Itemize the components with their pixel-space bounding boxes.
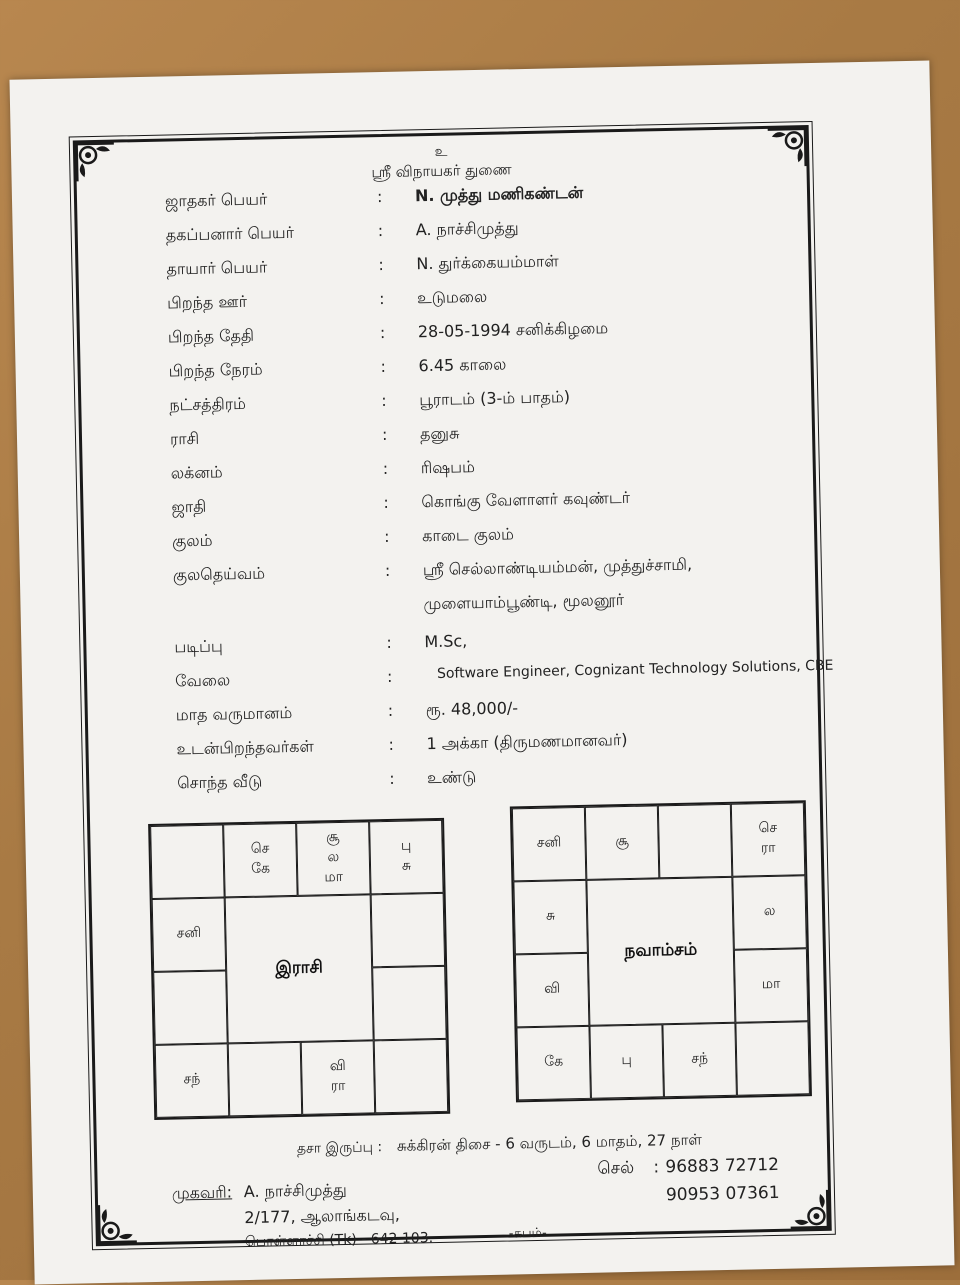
detail-value: 1 அக்கா (திருமணமானவர்) <box>426 729 628 754</box>
detail-value: காடை குலம் <box>421 524 515 546</box>
detail-colon: : <box>382 458 389 479</box>
page-border <box>73 125 834 1251</box>
detail-row <box>172 552 813 614</box>
detail-label: உடன்பிறந்தவர்கள் <box>176 736 314 759</box>
detail-colon: : <box>384 560 391 581</box>
detail-colon: : <box>383 526 390 547</box>
chart-house-cell <box>732 875 807 950</box>
detail-colon: : <box>376 186 383 207</box>
detail-value: N. துர்க்கையம்மாள் <box>416 251 559 274</box>
detail-colon: : <box>383 492 390 513</box>
detail-label: பிறந்த தேதி <box>167 325 255 347</box>
closing-word: -சுபம்- <box>508 1225 547 1242</box>
planet-label: வி <box>544 980 561 997</box>
planet-label: சனி <box>536 834 562 851</box>
planet-label: சூ <box>326 829 340 846</box>
detail-value: உண்டு <box>426 767 477 788</box>
detail-label: ஜாதகர் பெயர் <box>164 189 268 211</box>
top-symbol: உ <box>434 143 448 160</box>
phone-number-2: 90953 07361 <box>665 1182 780 1206</box>
detail-row <box>169 382 809 421</box>
detail-label: வேலை <box>174 670 231 691</box>
detail-row <box>174 657 834 697</box>
phone-label: செல் <box>597 1157 635 1179</box>
chart-house-cell <box>301 1040 376 1115</box>
dasa-value: சுக்கிரன் திசை - 6 வருடம், 6 மாதம், 27 நாள் <box>396 1130 703 1155</box>
planet-label: சு <box>401 857 412 874</box>
detail-row <box>168 348 808 387</box>
chart-house-cell <box>150 824 225 899</box>
chart-house-cell <box>155 1043 230 1118</box>
detail-row <box>176 726 816 765</box>
detail-value: உடுமலை <box>416 286 488 308</box>
chart-house-cell <box>369 820 444 895</box>
detail-row <box>176 692 816 731</box>
chart-house-cell <box>585 805 660 880</box>
corner-ornament-icon <box>788 1188 833 1233</box>
chart-house-cell <box>374 1039 449 1114</box>
planet-label: ல <box>327 849 340 866</box>
planet-label: ரா <box>760 839 776 857</box>
planet-label: சந் <box>691 1050 709 1067</box>
detail-colon: : <box>378 254 385 275</box>
planet-label: செ <box>250 840 270 857</box>
chart-house-cell <box>153 970 228 1045</box>
detail-colon: : <box>379 322 386 343</box>
chart-house-cell <box>735 1021 810 1096</box>
chart-house-cell <box>734 948 809 1023</box>
detail-row <box>166 212 806 251</box>
chart-title: இராசி <box>225 894 374 1043</box>
detail-value: தனுசு <box>419 423 460 444</box>
detail-label: ஜாதி <box>171 496 207 517</box>
address-label: முகவரி: <box>171 1182 233 1203</box>
detail-value: M.Sc, <box>424 631 468 652</box>
detail-label: மாத வருமானம் <box>175 702 293 725</box>
detail-colon: : <box>388 734 395 754</box>
chart-house-cell <box>731 802 806 877</box>
chart-house-cell <box>372 966 447 1041</box>
detail-label: தகப்பனார் பெயர் <box>165 222 295 245</box>
detail-row <box>166 246 806 285</box>
detail-value: ரூ. 48,000/- <box>425 698 519 720</box>
detail-label: சொந்த வீடு <box>177 771 263 793</box>
horoscope-sheet <box>9 60 954 1284</box>
detail-value: Software Engineer, Cognizant Technology Solutions, CBE <box>436 657 834 682</box>
planet-label: சனி <box>176 924 202 942</box>
detail-row <box>168 314 808 353</box>
detail-label: லக்னம் <box>170 462 223 483</box>
dasa-label: தசா இருப்பு : <box>296 1139 383 1157</box>
planet-label: ரா <box>330 1077 346 1095</box>
detail-colon: : <box>388 768 395 788</box>
detail-row <box>174 624 814 663</box>
chart-house-cell <box>516 1026 591 1101</box>
chart-house-cell <box>513 880 588 955</box>
chart-house-cell <box>662 1023 737 1098</box>
detail-colon: : <box>386 666 393 686</box>
invocation-title: ஸ்ரீ விநாயகர் துணை <box>371 160 512 182</box>
address-line-3: பொள்ளாச்சி (Tk) - 642 103. <box>244 1230 434 1251</box>
detail-value: ஸ்ரீ செல்லாண்டியம்மன், முத்துச்சாமி, <box>422 554 693 580</box>
detail-label: தாயார் பெயர் <box>166 257 268 279</box>
detail-row <box>172 518 812 557</box>
detail-label: நட்சத்திரம் <box>169 393 247 415</box>
phone-number-1: 96883 72712 <box>665 1154 780 1178</box>
phone-colon: : <box>653 1157 660 1178</box>
detail-row <box>171 484 811 523</box>
detail-label: குலதெய்வம் <box>172 563 266 585</box>
planet-label: பு <box>400 837 412 854</box>
address-line-2: 2/177, ஆலாங்கடவு, <box>244 1204 401 1228</box>
planet-label: வி <box>329 1057 346 1075</box>
detail-row <box>167 280 807 319</box>
chart-house-cell <box>589 1024 664 1099</box>
chart-house-cell <box>228 1042 303 1117</box>
detail-colon: : <box>387 700 394 720</box>
chart-house-cell <box>515 953 590 1028</box>
detail-row <box>170 416 810 455</box>
detail-value: ரிஷபம் <box>420 457 476 478</box>
detail-value: A. நாச்சிமுத்து <box>415 218 519 240</box>
detail-value: N. முத்து மணிகண்டன் <box>414 182 584 206</box>
planet-label: செ <box>758 819 778 837</box>
detail-row <box>171 450 811 489</box>
detail-label: ராசி <box>169 428 200 449</box>
chart-house-cell <box>152 897 227 972</box>
navamsa-chart <box>510 800 812 1102</box>
detail-label: பிறந்த நேரம் <box>168 359 263 381</box>
detail-label: பிறந்த ஊர் <box>166 291 248 313</box>
address-line-1: A. நாச்சிமுத்து <box>243 1179 347 1202</box>
chart-house-cell <box>658 804 733 879</box>
planet-label: சூ <box>615 832 629 850</box>
detail-colon: : <box>381 390 387 411</box>
planet-label: சந் <box>183 1070 201 1088</box>
detail-colon: : <box>377 220 384 241</box>
planet-label: ல <box>763 902 776 920</box>
planet-label: பு <box>621 1051 633 1069</box>
detail-row <box>177 760 817 799</box>
detail-value: பூராடம் (3-ம் பாதம்) <box>419 387 571 410</box>
corner-ornament-icon <box>94 1202 139 1247</box>
detail-value: 6.45 காலை <box>418 354 507 376</box>
chart-house-cell <box>223 823 298 898</box>
detail-colon: : <box>381 424 388 445</box>
chart-house-cell <box>371 893 446 968</box>
rasi-chart <box>148 818 450 1120</box>
detail-colon: : <box>380 356 387 377</box>
planet-label: கே <box>250 860 271 877</box>
detail-label: படிப்பு <box>174 636 224 657</box>
planet-label: சு <box>545 907 556 924</box>
planet-label: மா <box>324 868 344 886</box>
planet-label: மா <box>761 975 781 993</box>
detail-value-continued: முளையாம்பூண்டி, மூலனூர் <box>423 590 625 614</box>
detail-label: குலம் <box>171 530 213 551</box>
chart-title: நவாம்சம் <box>586 877 735 1026</box>
chart-house-cell <box>296 821 371 896</box>
detail-value: 28-05-1994 சனிக்கிழமை <box>417 318 609 342</box>
detail-value: கொங்கு வேளாளர் கவுண்டர் <box>421 487 631 512</box>
planet-label: கே <box>544 1053 564 1070</box>
detail-colon: : <box>386 632 392 652</box>
chart-house-cell <box>512 807 587 882</box>
detail-colon: : <box>378 288 385 309</box>
